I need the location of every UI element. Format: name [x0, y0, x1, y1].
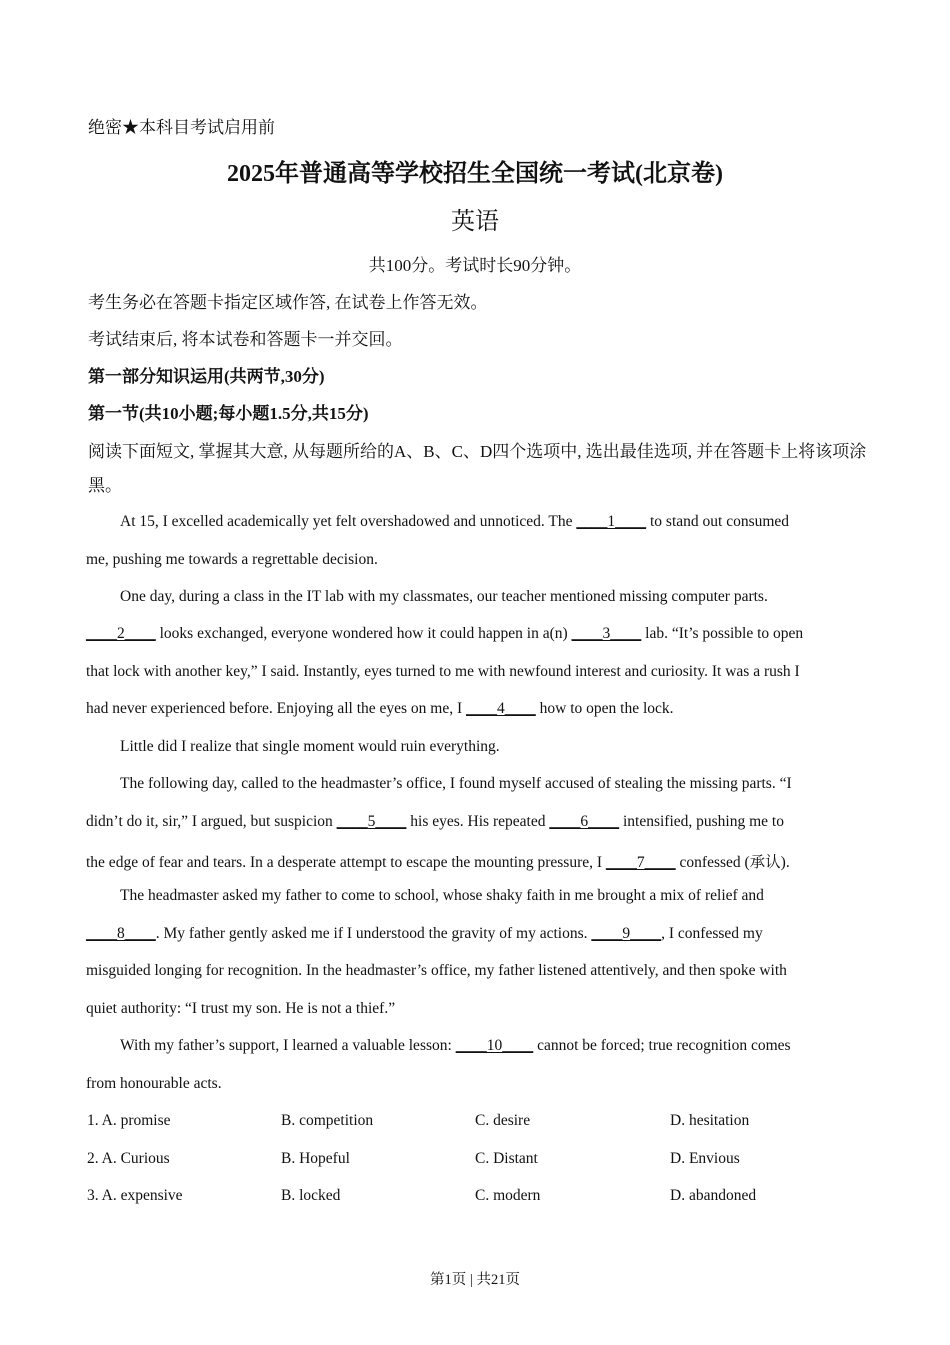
option-d: D. Envious [670, 1150, 740, 1167]
option-b: B. Hopeful [281, 1150, 350, 1167]
note-2: 考试结束后, 将本试卷和答题卡一并交回。 [88, 330, 403, 349]
passage-line: that lock with another key,” I said. Instantly, eyes turned to me with newfound interest and curiosity. It was a rush I [86, 663, 800, 680]
passage-line: misguided longing for recognition. In the headmaster’s office, my father listened attentively, and then spoke with [86, 962, 787, 979]
passage-line: ____2____ looks exchanged, everyone wondered how it could happen in a(n) ____3____ lab. “It’s possible to open [86, 625, 804, 642]
blank-10: ____10____ [455, 1037, 534, 1054]
instructions: 阅读下面短文, 掌握其大意, 从每题所给的A、B、C、D四个选项中, 选出最佳选项, 并在答题卡上将该项涂黑。 [88, 442, 867, 495]
confidential-label: 绝密★本科目考试启用前 [88, 118, 275, 137]
passage-line: had never experienced before. Enjoying all the eyes on me, I ____4____ how to open the lock. [86, 700, 674, 717]
passage-line: the edge of fear and tears. In a desperate attempt to escape the mounting pressure, I ____7____ confessed (承认). [86, 854, 790, 871]
blank-7: ____7____ [605, 854, 676, 871]
passage-line: didn’t do it, sir,” I argued, but suspicion ____5____ his eyes. His repeated ____6____ intensified, pushing me to [86, 813, 784, 830]
option-b: B. competition [281, 1112, 374, 1129]
blank-6: ____6____ [549, 813, 620, 830]
option-c: C. desire [475, 1112, 531, 1129]
part-heading: 第一部分知识运用(共两节,30分) [88, 367, 325, 386]
blank-2: ____2____ [86, 625, 156, 642]
subsection-heading: 第一节(共10小题;每小题1.5分,共15分) [88, 404, 369, 423]
passage-line: quiet authority: “I trust my son. He is not a thief.” [86, 1000, 396, 1017]
passage-line: me, pushing me towards a regrettable decision. [86, 551, 378, 568]
option-d: D. abandoned [670, 1187, 757, 1204]
blank-9: ____9____ [591, 925, 662, 942]
blank-4: ____4____ [466, 700, 536, 717]
option-a: 1. A. promise [87, 1112, 171, 1129]
note-1: 考生务必在答题卡指定区域作答, 在试卷上作答无效。 [88, 293, 488, 312]
passage-line: With my father’s support, I learned a valuable lesson: ____10____ cannot be forced; true recognition comes [120, 1037, 791, 1054]
blank-3: ____3____ [571, 625, 642, 642]
passage-line: The following day, called to the headmaster’s office, I found myself accused of stealing the missing parts. “I [120, 775, 792, 792]
blank-5: ____5____ [336, 813, 407, 830]
passage-line: Little did I realize that single moment would ruin everything. [120, 738, 500, 755]
page-number: 第1页 | 共21页 [430, 1272, 520, 1288]
option-c: C. Distant [475, 1150, 538, 1167]
option-d: D. hesitation [670, 1112, 750, 1129]
exam-title: 2025年普通高等学校招生全国统一考试(北京卷) [227, 161, 723, 187]
option-a: 2. A. Curious [87, 1150, 170, 1167]
exam-info: 共100分。考试时长90分钟。 [368, 256, 582, 275]
option-b: B. locked [281, 1187, 341, 1204]
passage-line: from honourable acts. [86, 1075, 222, 1092]
passage-line: ____8____. My father gently asked me if I understood the gravity of my actions. ____9____, I confessed my [86, 925, 763, 942]
option-c: C. modern [475, 1187, 541, 1204]
subject-title: 英语 [451, 209, 499, 235]
passage-line: One day, during a class in the IT lab with my classmates, our teacher mentioned missing computer parts. [120, 588, 768, 605]
blank-8: ____8____ [86, 925, 156, 942]
passage-line: The headmaster asked my father to come to school, whose shaky faith in me brought a mix of relief and [120, 887, 764, 904]
passage-line: At 15, I excelled academically yet felt overshadowed and unnoticed. The ____1____ to stand out consumed [120, 513, 790, 530]
option-a: 3. A. expensive [87, 1187, 183, 1204]
blank-1: ____1____ [576, 513, 647, 530]
